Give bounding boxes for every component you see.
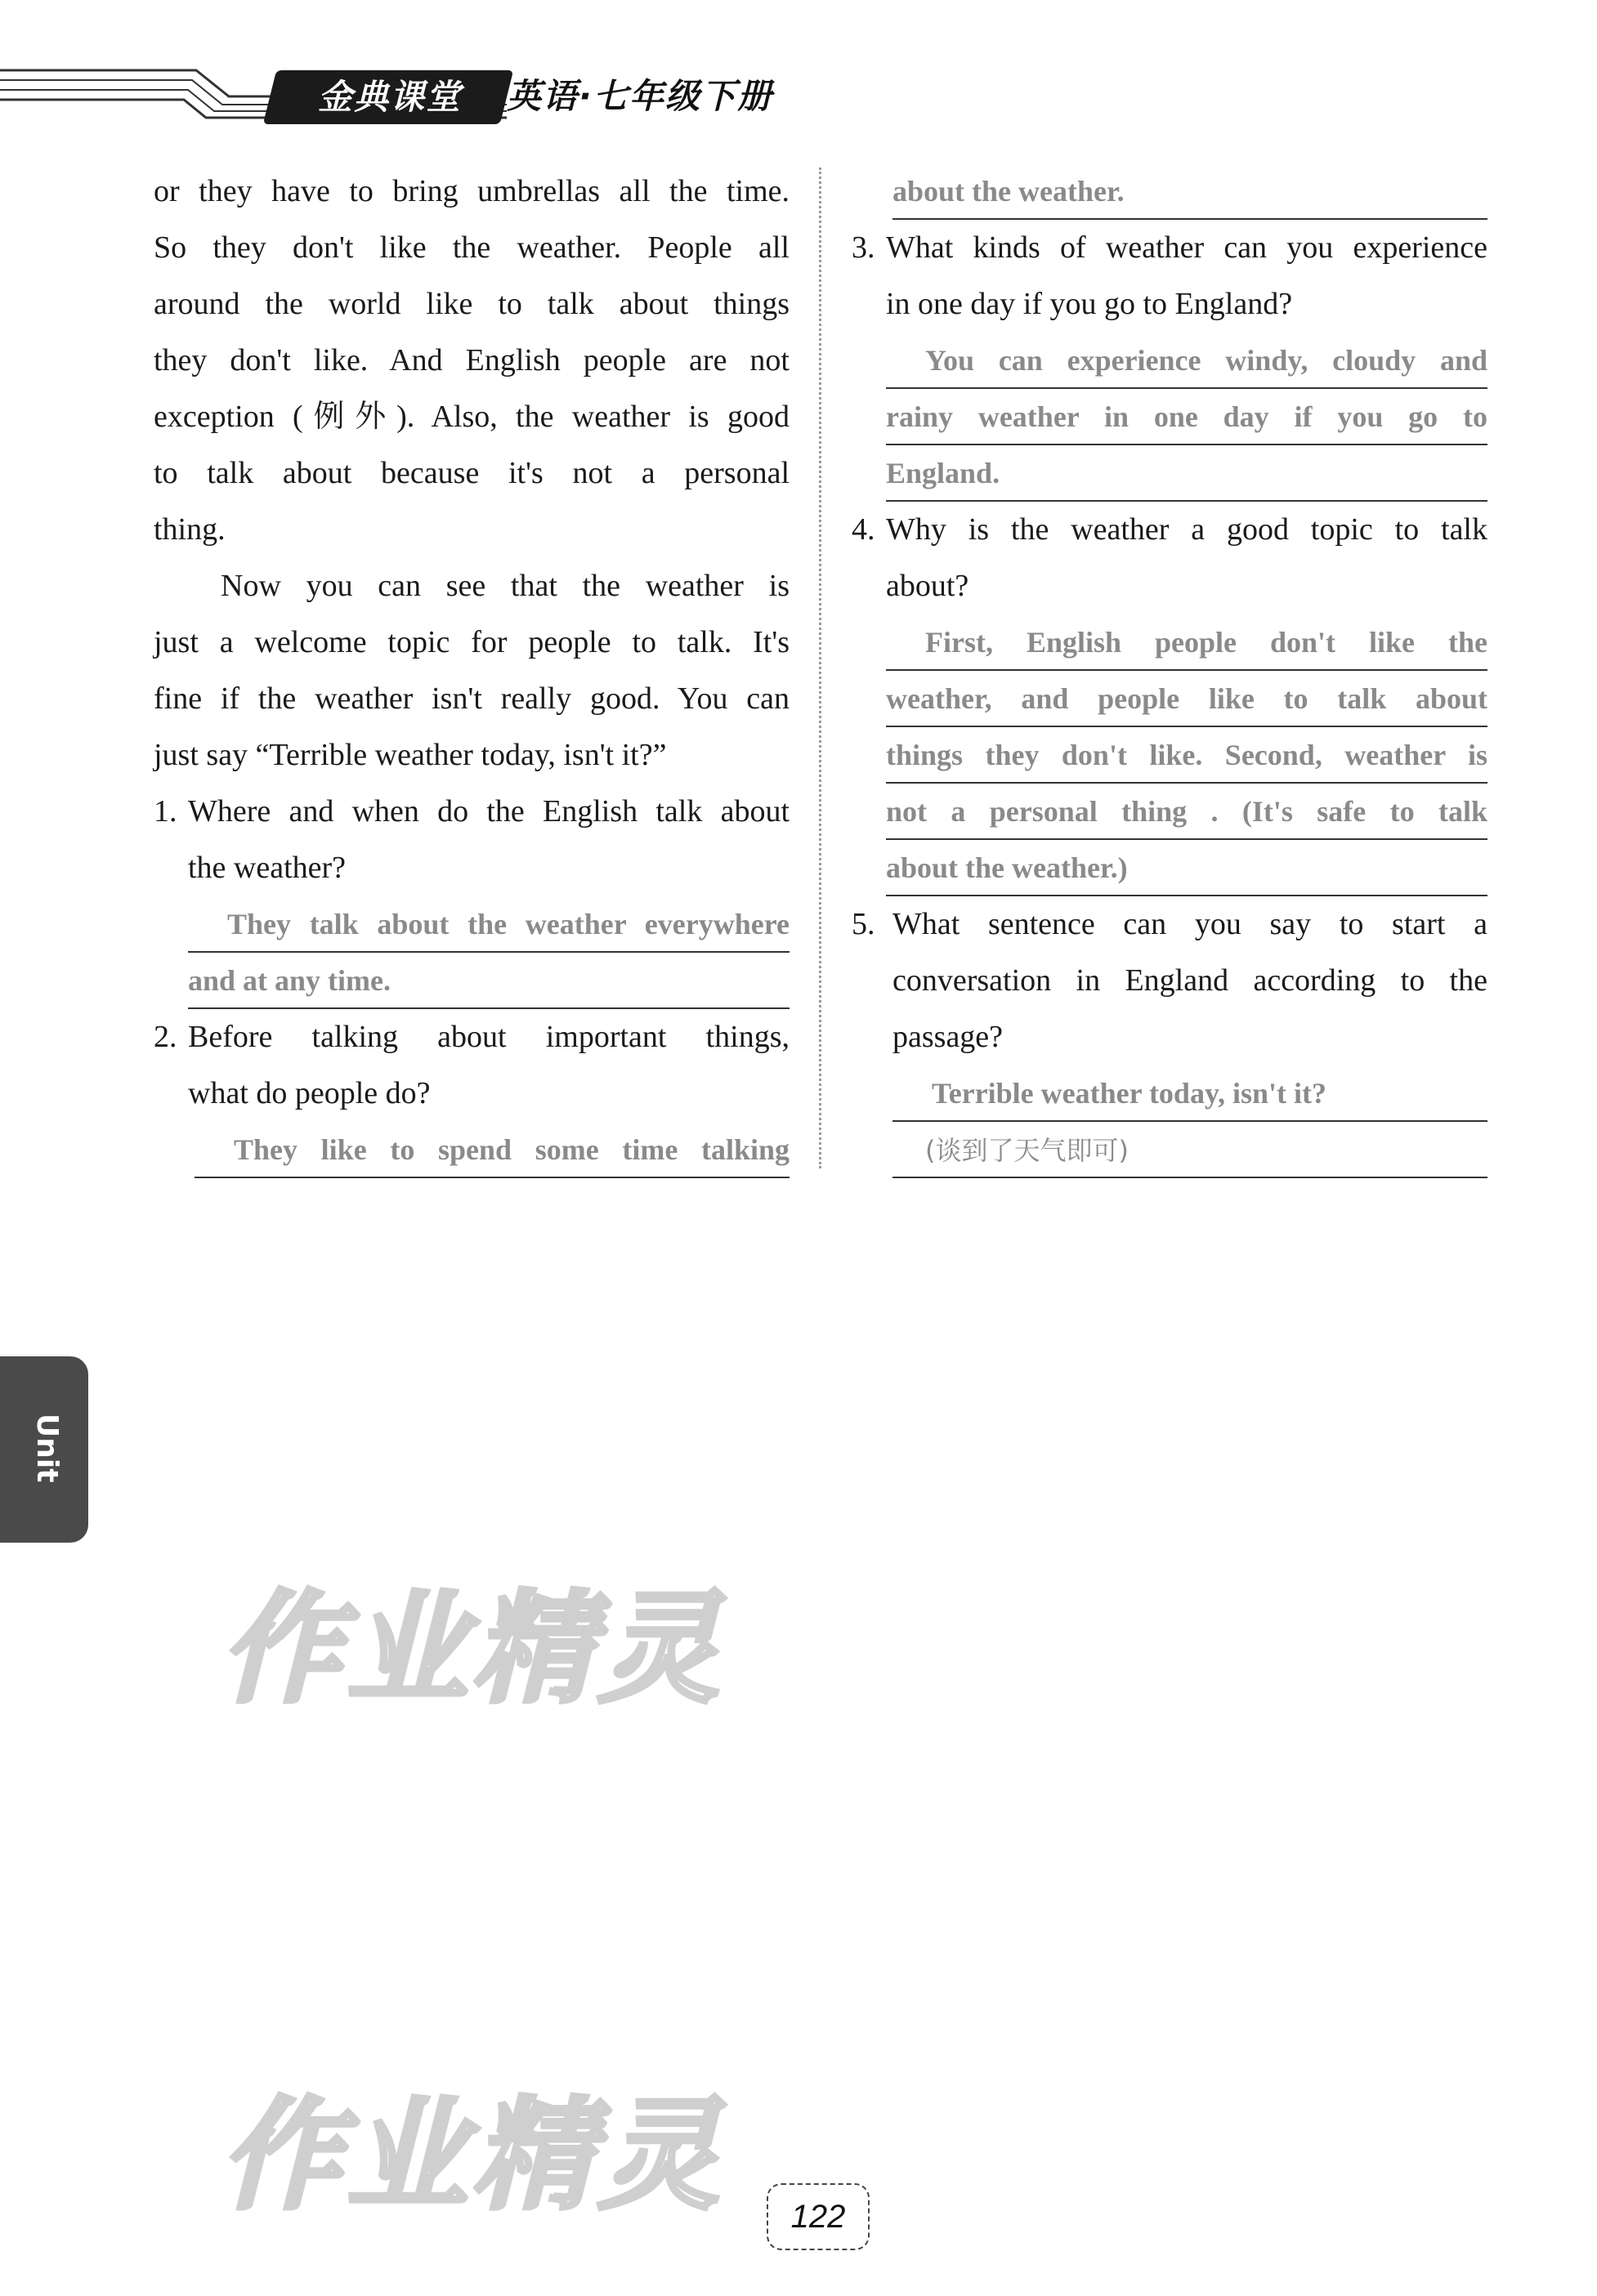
passage-line: just a welcome topic for people to talk. It's [154,625,790,659]
answer-2-continued [892,163,1487,220]
question-5 [852,896,1487,1065]
answer-line: You can experience windy, cloudy and [886,333,1487,389]
question-line: about? [886,569,969,603]
question-1 [154,784,790,896]
answer-4 [886,614,1487,896]
passage-line: exception (例外). Also, the weather is good [154,400,790,434]
unit-label: Unit [30,1413,64,1483]
question-number: 5. [852,907,875,941]
answer-2 [195,1122,790,1178]
passage-line: around the world like to talk about things [154,287,790,321]
passage-paragraph-2 [154,558,790,784]
column-divider [819,168,821,1168]
answer-line: England. [886,445,1487,502]
question-text [188,1009,790,1122]
passage-line: fine if the weather isn't really good. You can [154,681,790,716]
question-text [886,502,1487,614]
passage-line: they don't like. And English people are not [154,343,790,377]
answer-line: and at any time. [188,953,790,1009]
answer-line: not a personal thing . (It's safe to talk [886,784,1487,840]
question-line: in one day if you go to England? [886,287,1293,321]
answer-line: They talk about the weather everywhere [188,896,790,953]
answer-5 [892,1065,1487,1178]
answer-note-line [892,1122,1487,1178]
answer-line: things they don't like. Second, weather is [886,727,1487,784]
passage-line: Now you can see that the weather is [221,569,790,603]
watermark-text: 作业精灵 [221,2085,724,2226]
answer-line: about the weather. [892,163,1487,220]
answer-line: Terrible weather today, isn't it? [892,1065,1487,1122]
question-number: 4. [852,512,875,547]
answer-line: First, English people don't like the [886,614,1487,671]
passage-line: or they have to bring umbrellas all the time. [154,174,790,208]
passage-line: So they don't like the weather. People all [154,230,790,265]
question-4 [852,502,1487,614]
question-line: the weather? [188,851,347,885]
question-number: 1. [154,794,177,829]
question-number: 3. [852,230,875,265]
passage-paragraph-1 [154,163,790,558]
question-line: Where and when do the English talk about [188,794,790,829]
question-line: What sentence can you say to start a [892,907,1487,941]
right-column [852,163,1487,1178]
page-number: 122 [767,2183,870,2250]
answer-line: weather, and people like to talk about [886,671,1487,727]
answer-1 [188,896,790,1009]
question-2 [154,1009,790,1122]
question-line: conversation in England according to the [892,963,1487,998]
question-number: 2. [154,1020,177,1054]
question-line: what do people do? [188,1076,431,1110]
question-text [892,896,1487,1065]
answer-line: about the weather.) [886,840,1487,896]
passage-line: thing. [154,512,226,547]
passage-line: just say “Terrible weather today, isn't it?” [154,738,667,772]
answer-note: (谈到了天气即可) [925,1135,1129,1166]
watermark-text: 作业精灵 [221,1579,724,1719]
question-text [188,784,790,896]
question-line: Before talking about important things, [188,1020,790,1054]
question-line: passage? [892,1020,1004,1054]
question-text [886,220,1487,333]
question-3 [852,220,1487,333]
subject-title: 英语·七年级下册 [507,76,773,116]
answer-line: rainy weather in one day if you go to [886,389,1487,445]
series-title: 金典课堂 [317,77,462,117]
question-line: What kinds of weather can you experience [886,230,1487,265]
answer-3 [886,333,1487,502]
left-column [154,163,790,1178]
passage-line: to talk about because it's not a personal [154,456,790,490]
question-line: Why is the weather a good topic to talk [886,512,1487,547]
answer-line: They like to spend some time talking [195,1122,790,1178]
